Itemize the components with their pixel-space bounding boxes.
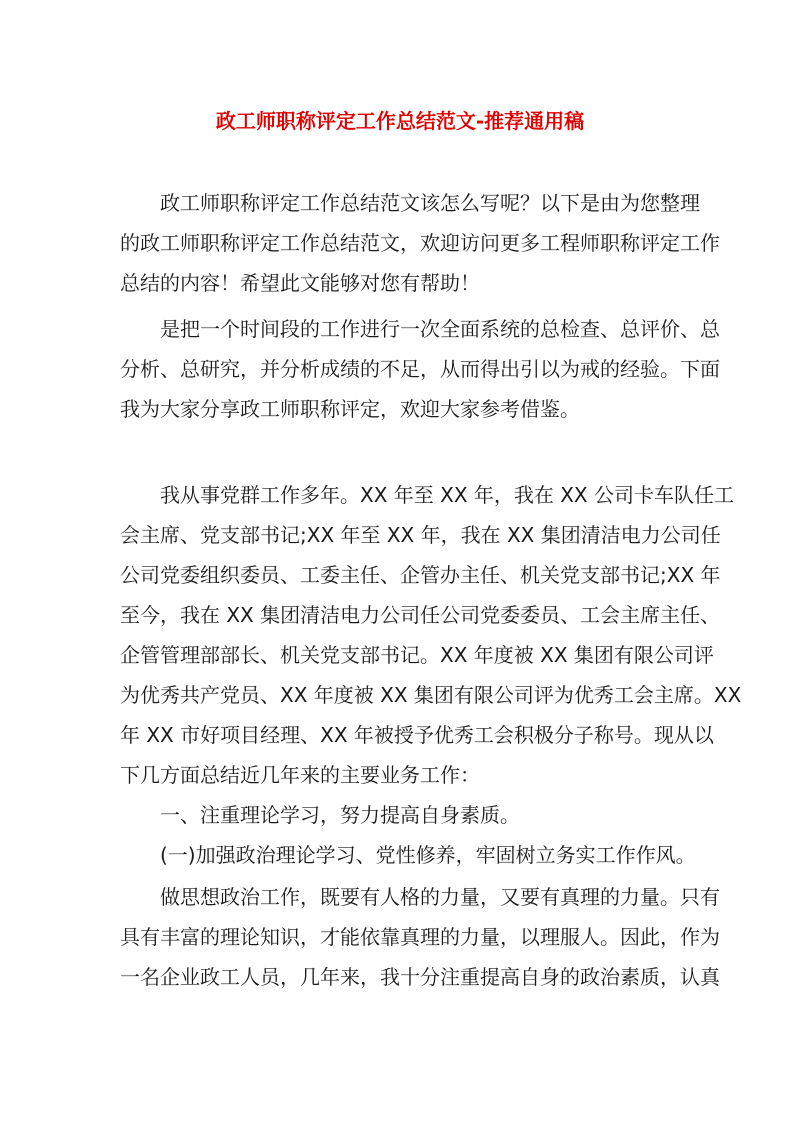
- section-heading-text: 一、注重理论学习，努力提高自身素质。: [160, 803, 520, 827]
- paragraph-line: 我为大家分享政工师职称评定，欢迎大家参考借鉴。: [120, 397, 580, 421]
- paragraph-line: 会主席、党支部书记;XX 年至 XX 年，我在 XX 集团清洁电力公司任: [120, 523, 721, 547]
- paragraph-line: 分析、总研究，并分析成绩的不足，从而得出引以为戒的经验。下面: [120, 357, 720, 381]
- paragraph-line: 是把一个时间段的工作进行一次全面系统的总检查、总评价、总: [160, 317, 720, 341]
- paragraph-intro: [120, 183, 720, 303]
- subsection-heading: [120, 835, 700, 875]
- paragraph-line: 一名企业政工人员，几年来，我十分注重提高自身的政治素质，认真: [120, 965, 720, 989]
- paragraph-line: 下几方面总结近几年来的主要业务工作：: [120, 763, 480, 787]
- paragraph-political-work: [120, 877, 720, 997]
- paragraph-line: 我从事党群工作多年。XX 年至 XX 年，我在 XX 公司卡车队任工: [160, 483, 734, 507]
- paragraph-line: 政工师职称评定工作总结范文该怎么写呢？以下是由为您整理: [160, 191, 700, 215]
- paragraph-line: 为优秀共产党员、XX 年度被 XX 集团有限公司评为优秀工会主席。XX: [120, 683, 742, 707]
- section-heading: [120, 795, 700, 835]
- paragraph-line: 企管管理部部长、机关党支部书记。XX 年度被 XX 集团有限公司评: [120, 643, 714, 667]
- paragraph-line: 总结的内容！希望此文能够对您有帮助！: [120, 271, 480, 295]
- subsection-heading-text: (一)加强政治理论学习、党性修养，牢固树立务实工作作风。: [160, 843, 696, 867]
- paragraph-line: 具有丰富的理论知识，才能依靠真理的力量，以理服人。因此，作为: [120, 925, 720, 949]
- paragraph-line: 年 XX 市好项目经理、XX 年被授予优秀工会积极分子称号。现从以: [120, 723, 714, 747]
- paragraph-line: 至今，我在 XX 集团清洁电力公司任公司党委委员、工会主席主任、: [120, 603, 721, 627]
- paragraph-experience: [120, 475, 742, 795]
- document-title: 政工师职称评定工作总结范文-推荐通用稿: [215, 109, 585, 133]
- paragraph-line: 做思想政治工作，既要有人格的力量，又要有真理的力量。只有: [160, 885, 720, 909]
- paragraph-line: 公司党委组织委员、工委主任、企管办主任、机关党支部书记;XX 年: [120, 563, 721, 587]
- paragraph-summary: [120, 309, 720, 429]
- paragraph-line: 的政工师职称评定工作总结范文，欢迎访问更多工程师职称评定工作: [120, 231, 720, 255]
